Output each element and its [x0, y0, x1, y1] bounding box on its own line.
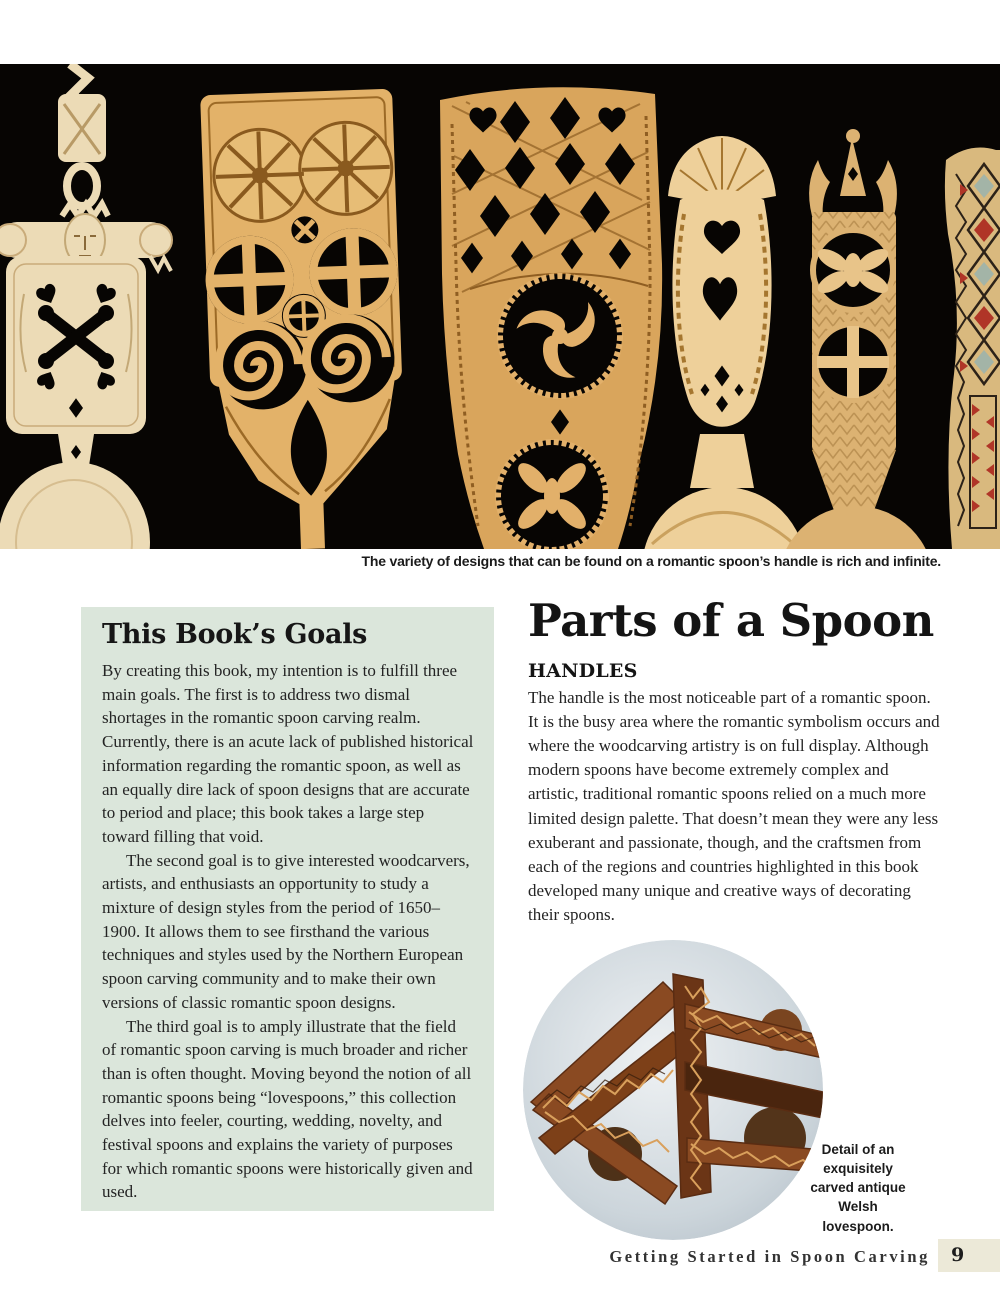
lovespoon-detail-photo: [523, 940, 823, 1240]
lovespoons-illustration: [0, 64, 1000, 549]
page-number-box: [938, 1239, 1000, 1272]
goals-box: [81, 607, 494, 1211]
main-column: [528, 596, 942, 928]
lovespoons-photo: [0, 64, 1000, 549]
detail-caption: Detail of an exquisitely carved antique Welsh lovespoon.: [810, 1142, 906, 1234]
running-title: Getting Started in Spoon Carving: [609, 1247, 930, 1266]
section-heading-handles: HANDLES: [528, 659, 638, 682]
goals-paragraph: By creating this book, my intention is to fulfill three main goals. The first is to address two dismal shortages in the romantic spoon carving realm. Currently, there is an acute lack of published historical information regarding the romantic spoon, as well as an equally dire lack of spoon designs that are accurate to period and place; this book takes a large step toward filling that void.: [102, 661, 474, 846]
spoon-lattice-triskele: [440, 87, 662, 549]
handles-body-text: The handle is the most noticeable part of a romantic spoon. It is the busy area where the romantic symbolism occurs and where the woodcarving artistry is on full display. Although modern spoons have become extremely complex and artistic, traditional romantic spoons relied on a much more limited design palette. That doesn’t mean they were any less exuberant and passionate, though, and the craftsmen from each of the regions and countries highlighted in this book developed many unique and creative ways of decorating their spoons.: [528, 687, 940, 925]
goals-paragraph: The third goal is to amply illustrate that the field of romantic spoon carving is much broader and richer than is often thought. Moving beyond the notion of all romantic spoons being “lovespoons,” this collection delves into feeler, courting, wedding, novelty, and festival spoons and explains the variety of purposes for which romantic spoons were historically given and used.: [102, 1016, 473, 1202]
goals-paragraph: The second goal is to give interested woodcarvers, artists, and enthusiasts an opportunity to study a mixture of design styles from the period of 1650–1900. It allows them to see firsthand the various techniques and styles used by the Northern European spoon carving community and to make their own versions of classic romantic spoon designs.: [102, 850, 470, 1012]
goals-title: This Book’s Goals: [102, 619, 368, 650]
lovespoon-detail-illustration: [523, 940, 823, 1240]
photo-caption: The variety of designs that can be found on a romantic spoon’s handle is rich and infinite.: [361, 553, 941, 569]
page-title: Parts of a Spoon: [528, 594, 934, 647]
page-number: 9: [951, 1244, 965, 1266]
